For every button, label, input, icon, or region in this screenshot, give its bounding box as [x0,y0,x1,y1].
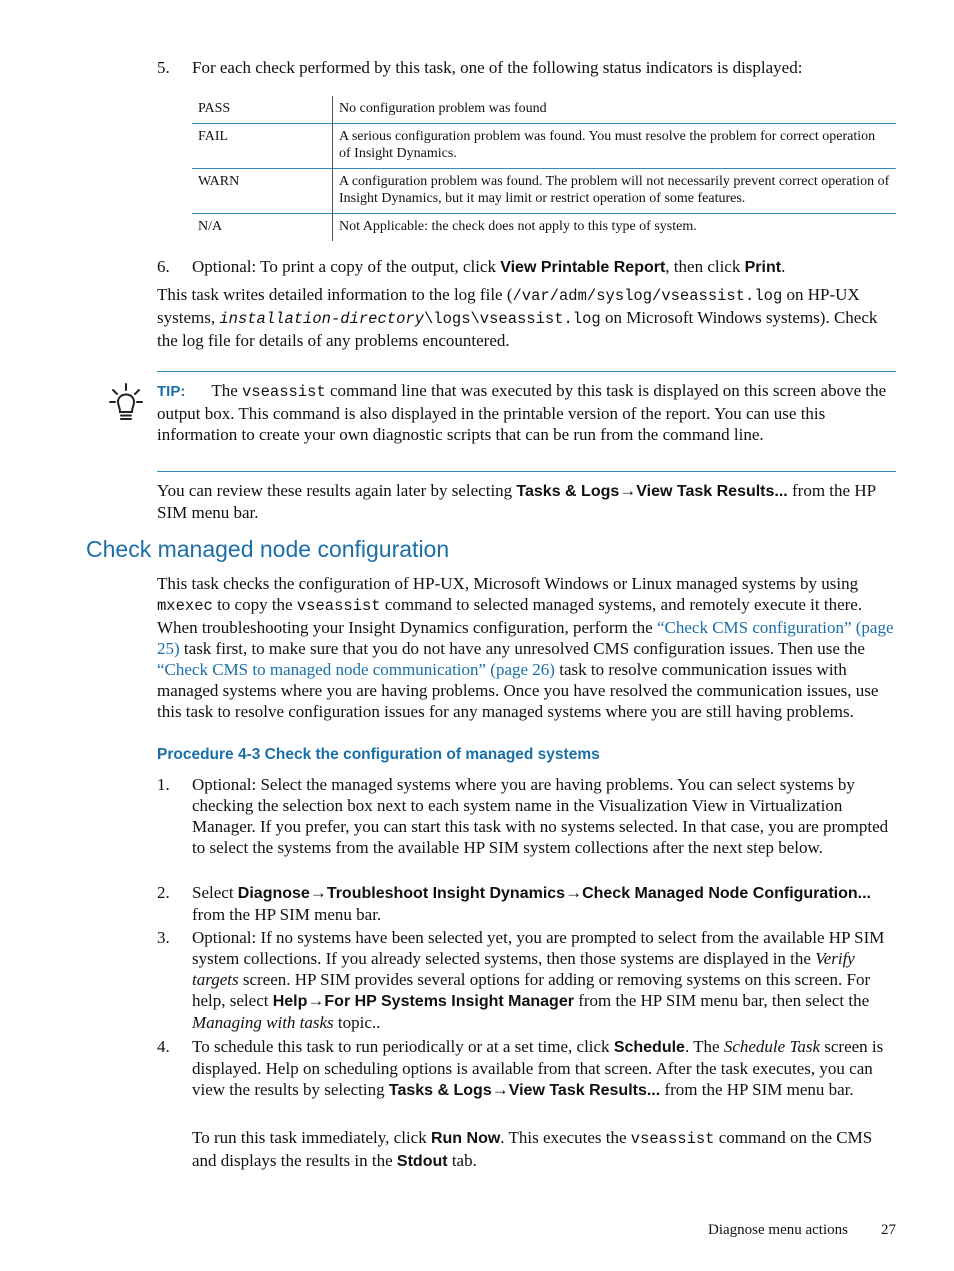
proc-step-3-number: 3. [157,928,170,947]
verify-targets-label: Verify targets [192,949,855,989]
proc-step-2-number: 2. [157,883,170,902]
proc-step-2-text: Select Diagnose→Troubleshoot Insight Dynamics→Check Managed Node Configuration... from the HP SIM menu bar. [192,883,871,924]
diagnose-menu-label: Diagnose [237,885,310,902]
step-6-text: Optional: To print a copy of the output, click View Printable Report, then click Print. [192,257,786,276]
install-dir-placeholder: installation-directory [219,310,424,328]
table-row [192,124,896,169]
tip-top-rule [157,371,896,372]
tip-text: TIP: The vseassist command line that was executed by this task is displayed on this screen above the output box. This command is also displayed in the printable version of the report. You can use this information to create your own diagnostic scripts that can be run from the command line. [157,381,887,444]
proc-step-4-number: 4. [157,1037,170,1056]
view-task-results-label: View Task Results... [636,483,788,500]
table-row [192,214,896,242]
proc-step-4-text: To schedule this task to run periodically or at a set time, click Schedule. The Schedule Task screen is displayed. Help on scheduling options is available from that screen. After the task executes, you can view the results by selecting Tasks & Logs→View Task Results... from the HP SIM menu bar. [192,1037,884,1099]
vseassist-command: vseassist [296,597,381,615]
status-code: PASS [198,101,231,116]
schedule-task-label: Schedule Task [723,1037,820,1056]
footer-page-number: 27 [881,1222,896,1238]
vseassist-command: vseassist [242,383,326,401]
hp-sim-help-label: For HP Systems Insight Manager [324,993,574,1010]
step-6-number: 6. [157,257,170,276]
log-path-hpux: /var/adm/syslog/vseassist.log [512,287,783,305]
proc-step-1-text: Optional: Select the managed systems where you are having problems. You can select systems by checking the selection box next to each system name in the Visualization View in Virtualization Manager. If you prefer, you can start this task with no systems selected. In that case, you are prompted to select the systems from the available HP SIM system collections after the next step below. [192,775,889,857]
proc-step-3-text: Optional: If no systems have been selected yet, you are prompted to select from the available HP SIM system collections. If you already selected systems, then those systems are displayed in the Verify targets screen. HP SIM provides several options for adding or removing systems on this screen. For help, select Help→For HP Systems Insight Manager from the HP SIM menu bar, then select the Managing with tasks topic.. [192,928,885,1032]
review-paragraph: You can review these results again later by selecting Tasks & Logs→View Task Results... from the HP SIM menu bar. [157,481,876,522]
log-file-paragraph: This task writes detailed information to the log file (/var/adm/syslog/vseassist.log on HP-UX systems, installation-directory\logs\vseassist.log on Microsoft Windows systems). Check the log file for details of any problems encountered. [157,285,878,350]
view-task-results-label: View Task Results... [508,1082,661,1099]
stdout-tab-label: Stdout [396,1153,448,1170]
check-cms-to-node-communication-link[interactable]: “Check CMS to managed node communication” (page 26) [157,660,555,679]
status-description: Not Applicable: the check does not apply to this type of system. [333,214,897,242]
table-row [192,96,896,124]
status-code: FAIL [192,124,333,169]
proc-step-4-run-now-text: To run this task immediately, click Run Now. This executes the vseassist command on the CMS and displays the results in the Stdout tab. [192,1128,873,1170]
view-printable-report-label: View Printable Report [500,259,666,276]
section-heading: Check managed node configuration [86,536,450,562]
tasks-logs-label: Tasks & Logs [516,483,620,500]
print-label: Print [744,259,782,276]
tasks-logs-label: Tasks & Logs [388,1082,492,1099]
mxexec-command: mxexec [157,597,213,615]
step-5-text: For each check performed by this task, one of the following status indicators is displayed: [192,58,803,77]
tip-label: TIP: [157,383,186,400]
help-menu-label: Help [272,993,308,1010]
table-row [192,169,896,214]
status-code: WARN [192,169,333,214]
log-path-windows: \logs\vseassist.log [423,310,601,328]
status-description: A configuration problem was found. The problem will not necessarily prevent correct operation of Insight Dynamics, but it may limit or restrict operation of some features. [333,169,897,214]
proc-step-1-number: 1. [157,775,170,794]
check-cms-configuration-link[interactable]: “Check CMS configuration” (page 25) [157,618,894,658]
run-now-label: Run Now [430,1130,501,1147]
status-description: No configuration problem was found [333,96,897,124]
procedure-heading: Procedure 4-3 Check the configuration of managed systems [157,746,600,763]
footer-section-name: Diagnose menu actions [708,1222,848,1238]
troubleshoot-menu-label: Troubleshoot Insight Dynamics [326,885,566,902]
vseassist-command: vseassist [630,1130,715,1148]
managing-with-tasks-label: Managing with tasks [192,1013,334,1032]
status-description: A serious configuration problem was found. You must resolve the problem for correct operation of Insight Dynamics. [333,124,897,169]
schedule-label: Schedule [613,1039,685,1056]
check-managed-node-menu-label: Check Managed Node Configuration... [582,885,871,902]
status-code: N/A [192,214,333,242]
intro-paragraph: This task checks the configuration of HP-UX, Microsoft Windows or Linux managed systems by using mxexec to copy the vseassist command to selected managed systems, and remotely execute it there. When troubleshooting your Insight Dynamics configuration, perform the “Check CMS configuration” (page 25) task first, to make sure that you do not have any unresolved CMS configuration issues. Then use the “Check CMS to managed node communication” (page 26) task to resolve communication issues with managed systems where you are having problems. Once you have resolved the communication issues, use this task to resolve configuration issues for any managed systems where you are still having problems. [157,574,894,721]
tip-bottom-rule [157,471,896,472]
lightbulb-icon [108,382,144,424]
status-indicator-table [192,96,896,241]
step-5-number: 5. [157,58,170,77]
